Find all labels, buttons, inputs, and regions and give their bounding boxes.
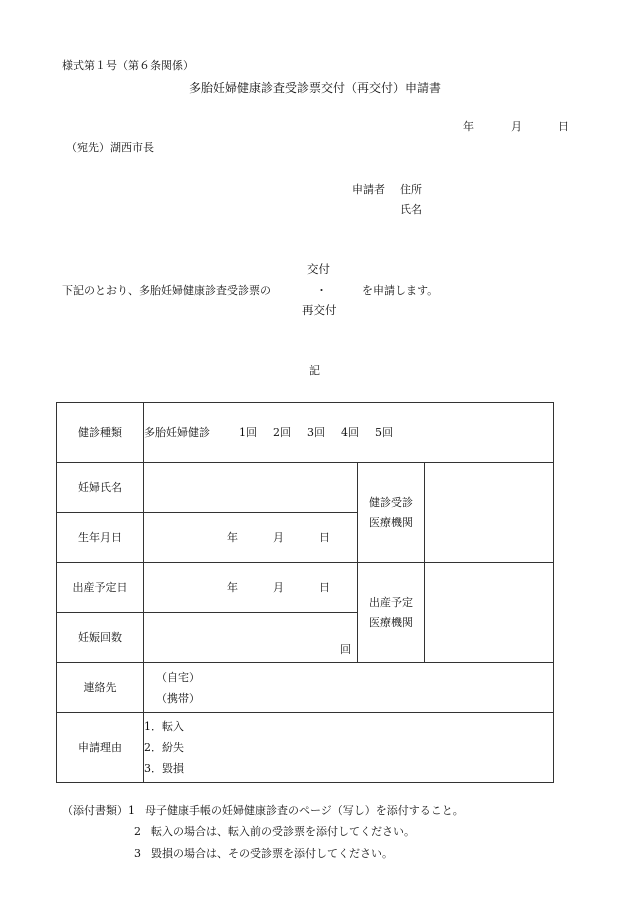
attachment-text: 母子健康手帳の妊婦健康診査のページ（写し）を添付すること。 [145,804,464,817]
birthdate-label: 生年月日 [57,513,144,563]
exam-count-option[interactable]: 4回 [341,425,359,439]
delivery-institution-label [358,563,425,663]
pregnancy-count-field[interactable] [144,613,358,663]
exam-count-option[interactable]: 3回 [307,425,325,439]
exam-institution-label-line: 健診受診 [369,496,413,510]
mother-name-label: 妊婦氏名 [57,463,144,513]
application-table [56,402,554,783]
exam-type-row [57,403,554,463]
exam-institution-label-line: 医療機関 [369,515,413,529]
exam-type-label: 健診種類 [57,403,144,463]
contact-home-label: （自宅） [156,670,200,684]
pregnancy-count-unit: 回 [340,642,351,656]
due-day-label: 日 [319,580,330,594]
mother-name-field[interactable] [144,463,358,513]
due-month-label: 月 [273,580,284,594]
applicant-address-label: 住所 [400,183,422,196]
exam-count-option[interactable]: 5回 [375,425,393,439]
contact-row [57,663,554,713]
date-day-label: 日 [558,120,569,133]
attachment-number: 3 [134,847,141,860]
attachment-number: 2 [134,825,141,838]
reason-row [57,713,554,783]
reason-option[interactable]: 1．転入 [144,720,184,733]
request-separator: ・ [316,284,327,297]
exam-type-name: 多胎妊婦健診 [144,425,210,439]
option-reissue: 再交付 [302,303,337,317]
attachment-item [62,804,464,817]
delivery-institution-field[interactable] [425,563,554,663]
reason-option[interactable]: 2．紛失 [144,741,184,754]
exam-count-option[interactable]: 1回 [239,425,257,439]
contact-mobile-label: （携帯） [156,691,200,705]
exam-institution-label [358,463,425,563]
date-year-label: 年 [463,120,474,133]
mother-name-row [57,463,554,513]
pregnancy-count-label: 妊娠回数 [57,613,144,663]
due-date-row [57,563,554,613]
birth-month-label: 月 [273,530,284,544]
applicant-label: 申請者 [352,183,385,196]
exam-count-option[interactable]: 2回 [273,425,291,439]
attachment-item [134,847,393,860]
contact-field[interactable] [144,663,554,713]
applicant-name-label: 氏名 [400,203,422,216]
contact-label: 連絡先 [57,663,144,713]
document-title: 多胎妊婦健康診査受診票交付（再交付）申請書 [188,81,441,95]
exam-type-field[interactable] [144,403,554,463]
due-date-field[interactable] [144,563,358,613]
option-issue: 交付 [307,262,330,276]
reason-options [144,713,554,783]
ki-heading: 記 [309,364,320,377]
due-year-label: 年 [227,580,238,594]
birthdate-field[interactable] [144,513,358,563]
reason-label: 申請理由 [57,713,144,783]
birth-year-label: 年 [227,530,238,544]
due-date-label: 出産予定日 [57,563,144,613]
request-statement-prefix: 下記のとおり、多胎妊婦健康診査受診票の [62,284,271,297]
addressee: （宛先）湖西市長 [66,141,154,154]
delivery-institution-label-line: 医療機関 [369,615,413,629]
request-statement-suffix: を申請します。 [362,284,439,297]
reason-option[interactable]: 3．毀損 [144,762,184,775]
birth-day-label: 日 [319,530,330,544]
date-month-label: 月 [511,120,522,133]
form-number: 様式第１号（第６条関係） [62,59,194,72]
attachment-number: 1 [128,804,135,817]
exam-institution-field[interactable] [425,463,554,563]
attachments-label: （添付書類） [62,804,128,817]
attachment-text: 転入の場合は、転入前の受診票を添付してください。 [151,825,415,838]
delivery-institution-label-line: 出産予定 [369,596,413,610]
attachment-text: 毀損の場合は、その受診票を添付してください。 [151,847,393,860]
attachment-item [134,825,415,838]
